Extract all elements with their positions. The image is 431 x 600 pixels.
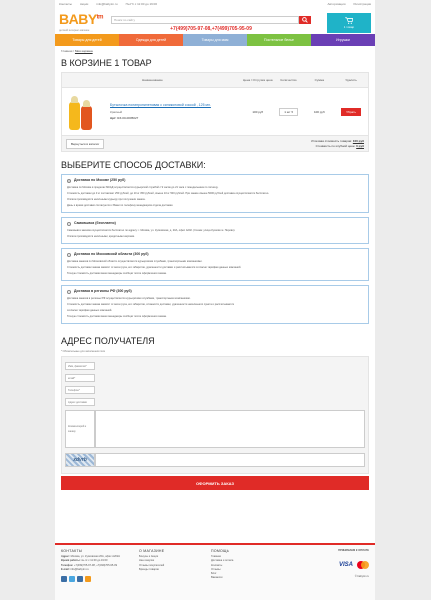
footer-contacts-title: КОНТАКТЫ [61,549,83,553]
table-row [62,87,368,135]
login-link[interactable]: Авторизация [327,2,346,6]
delivery-option[interactable] [61,174,369,213]
facebook-icon[interactable] [77,576,83,582]
product-name-link[interactable]: Бутылочка полипропиленовая с силиконовой соской , 125 мл. [110,102,211,107]
col-price: Цена / Отгрузка цена [242,78,273,82]
logo[interactable] [59,11,103,32]
cart-table [61,72,369,136]
footer-email[interactable]: info@babytm.ru [70,567,89,571]
delivery-option-text: Стоимость доставки заказа зависит от веса груза, его габаритов, сложности доставки, удаленности населенного пункта и рассчитывается [67,303,235,306]
delivery-option-text: согласно тарифам данных компаний. [67,309,113,312]
delivery-radio[interactable] [67,290,71,294]
captcha-input[interactable] [95,453,365,467]
footer-phone-label: Телефон: [61,563,74,567]
top-hours: Пн-Пт с 11:00 до 19:00 [125,2,157,6]
footer-email-label: E-mail: [61,567,70,571]
nav-item-label: Товары для детей [72,38,102,42]
back-to-catalog-button[interactable]: Вернуться в каталог [66,139,104,149]
nav-item-0[interactable] [55,34,119,46]
footer-payment-title: ПРИНИМАЕМ К ОПЛАТЕ [338,549,369,552]
captcha-image: xdvrb [65,453,95,467]
delivery-option[interactable] [61,285,369,324]
footer-contacts [61,549,133,596]
col-sum: Сумма [314,78,325,82]
required-hint: * Обязательные для заполнения поля [61,350,106,353]
nav-item-label: Игрушки [336,38,350,42]
phone-field[interactable]: Телефон* [65,386,95,394]
delivery-option-label: Доставка по Москве (250 руб) [74,178,126,182]
nav-item-1[interactable] [119,34,183,46]
remove-item-button[interactable]: Убрать [341,108,361,116]
delivery-option-label: Доставка по Московской области (300 руб) [74,252,149,256]
phones[interactable]: +7(499)705-97-08,+7(499)705-95-09 [170,26,252,32]
comment-label: Комментарий к заказу [65,410,95,448]
total-value: 100 руб [352,138,364,143]
item-sum: 100 руб [313,109,325,114]
delivery-option-text: Доставка по Москве в пределах МКАД осуществляется курьерской службой с 9 часов до 21 часа с понедельника по пятницу. [67,186,219,189]
delivery-option-text: Точную стоимость доставки ваши менеджеры сообщат после оформления заказа. [67,315,167,318]
delivery-radio[interactable] [67,179,71,183]
footer-about-link[interactable]: Отзывы покупателей [139,563,165,567]
delivery-option-label: Доставка в регионы РФ (300 руб) [74,289,132,293]
delivery-option-text: Самовывоз заказов осуществляется бесплатно по адресу: г. Москва, ул. Кусковская, д. 20А, офис А202. (Схема: улица Кусково м. Перово). [67,229,236,232]
nav-item-label: Товары для мам [201,38,229,42]
footer-about-link[interactable]: Наш закупки [139,559,155,563]
logo-sup: tm [96,13,104,20]
top-bar [55,0,375,8]
delivery-title: ВЫБЕРИТЕ СПОСОБ ДОСТАВКИ: [61,160,206,170]
footer-help-link[interactable]: Главная [211,555,221,559]
name-field[interactable]: Имя, фамилия* [65,362,95,370]
delivery-option[interactable] [61,248,369,281]
page-title: В КОРЗИНЕ 1 ТОВАР [61,58,152,68]
quantity-value: 1 шт [284,109,291,114]
comment-textarea[interactable] [95,410,365,448]
social-links [61,576,133,582]
footer-help-link[interactable]: Отзывы [211,567,221,571]
register-link[interactable]: Регистрация [353,2,371,6]
delivery-options [55,174,375,324]
footer-phone: +7(499)705-97-08, +7(499)705-95-09 [73,563,118,567]
footer-about-link[interactable]: Бренды товаров [139,567,159,571]
col-qty: Количество [280,78,297,82]
delivery-option-text: Стоимость доставки до 3 кг составляет 250 рублей, до 10 кг 350 рублей, свыше 10 кг 500 рублей. При заказе свыше 5000 рублей доставка осуществляется бесплатно. [67,192,269,195]
delivery-option-text: Стоимость доставки заказа зависит от веса груза, его габаритов, удаленности доставки и рассчитывается согласно тарифам данных компаний. [67,266,242,269]
address-title: АДРЕС ПОЛУЧАТЕЛЯ [61,336,155,346]
footer-payment [277,549,369,596]
cart-icon [345,17,353,24]
nav-item-label: Постельное белье [264,38,294,42]
footer-help-title: ПОМОЩЬ [211,549,230,553]
breadcrumb-home[interactable]: Главная [61,49,73,53]
mastercard-icon [357,561,369,569]
ok-icon[interactable] [85,576,91,582]
footer-about-link[interactable]: Бонусы и Акции [139,555,159,559]
total-label: Итоговая стоимость товаров: [311,138,352,143]
delivery-option-title [67,178,363,183]
visa-logo: VISA [338,562,353,569]
cart-button[interactable] [327,13,371,33]
contacts-link[interactable]: Контакты [59,2,72,6]
footer-help [205,549,277,596]
breadcrumb-current: Моя корзина [74,49,93,53]
search-icon [302,17,308,23]
delivery-option-text: День и время доставки согласуются с Вами по телефону менеджером отдела доставки. [67,204,174,207]
delivery-option-title [67,221,363,226]
header [55,8,375,34]
delivery-option-title [67,289,363,294]
copyright: © babytm.ru [354,575,369,579]
item-price: 100 руб [252,109,264,114]
product-image[interactable] [66,92,104,132]
top-email[interactable]: info@babytm.ru [96,2,118,6]
logo-text: BABY [59,10,97,27]
search-button[interactable] [299,16,311,24]
submit-order-button[interactable]: ОФОРМИТЬ ЗАКАЗ [61,476,369,490]
main-nav [55,34,375,46]
delivery-option-title [67,252,363,257]
delivery-option-text: Точную стоимость доставки ваши менеджеры сообщат после оформления заказа. [67,272,167,275]
delivery-option-text: Доставка заказов по Московской области осуществляется курьерскими службами, транспортными компаниями. [67,260,203,263]
cart-table-header [62,73,368,87]
delivery-radio[interactable] [67,253,71,257]
page [55,0,375,600]
footer-help-link[interactable]: Блог [211,572,217,576]
cart-count: 1 товар [343,25,355,29]
footer-address: Москва, ул. Кусковская 20А, офис А202А [70,555,121,559]
footer-about [133,549,205,596]
footer-help-link[interactable]: Контакты [211,563,223,567]
col-delete: Удалить [345,78,357,82]
nav-item-3[interactable] [247,34,311,46]
breadcrumb: Главная / Моя корзина [61,49,93,53]
promos-link[interactable]: Акции [79,2,89,6]
footer-help-link[interactable]: Доставка и оплата [211,559,234,563]
club-label: Стоимость по клубной цене: [315,143,356,148]
search-area [111,16,311,32]
delivery-option-text: Доставка заказов в регионы РФ осуществляется курьерскими службами, транспортными компаниями. [67,297,191,300]
twitter-icon[interactable] [69,576,75,582]
footer-about-title: О МАГАЗИНЕ [139,549,165,553]
footer-address-label: Адрес: [61,555,70,559]
delivery-option[interactable] [61,217,369,244]
club-value: 0 руб [356,143,364,148]
vk-icon[interactable] [61,576,67,582]
footer-hours: пн-пт с 11:00 до 19:00 [81,559,108,563]
footer [55,543,375,600]
col-name: Наименование [142,78,163,82]
delivery-option-text: Оплата производится наличными, кредитными картами. [67,235,135,238]
address-field[interactable]: Адрес доставки [65,398,95,406]
address-form [61,356,369,474]
delivery-option-label: Самовывоз (бесплатно) [74,221,116,225]
article-value: RZ-00-0005027 [117,116,139,121]
product-color: Красный [110,110,123,115]
chevron-down-icon: ▾ [291,109,293,114]
logo-subtitle: детский интернет-магазин [59,28,90,32]
search-input[interactable]: Поиск по сайту [111,16,299,24]
quantity-select[interactable] [279,108,298,116]
delivery-radio[interactable] [67,222,71,226]
cart-totals [61,136,369,152]
footer-help-link[interactable]: Вакансии [211,576,223,580]
footer-hours-label: Время работы: [61,559,81,563]
nav-item-4[interactable] [311,34,375,46]
nav-item-label: Одежда для детей [135,38,167,42]
nav-item-2[interactable] [183,34,247,46]
delivery-option-text: Оплата производится наличными курьеру при получении заказа. [67,198,146,201]
article-label: Арт: [110,116,117,121]
email-field[interactable]: email* [65,374,95,382]
